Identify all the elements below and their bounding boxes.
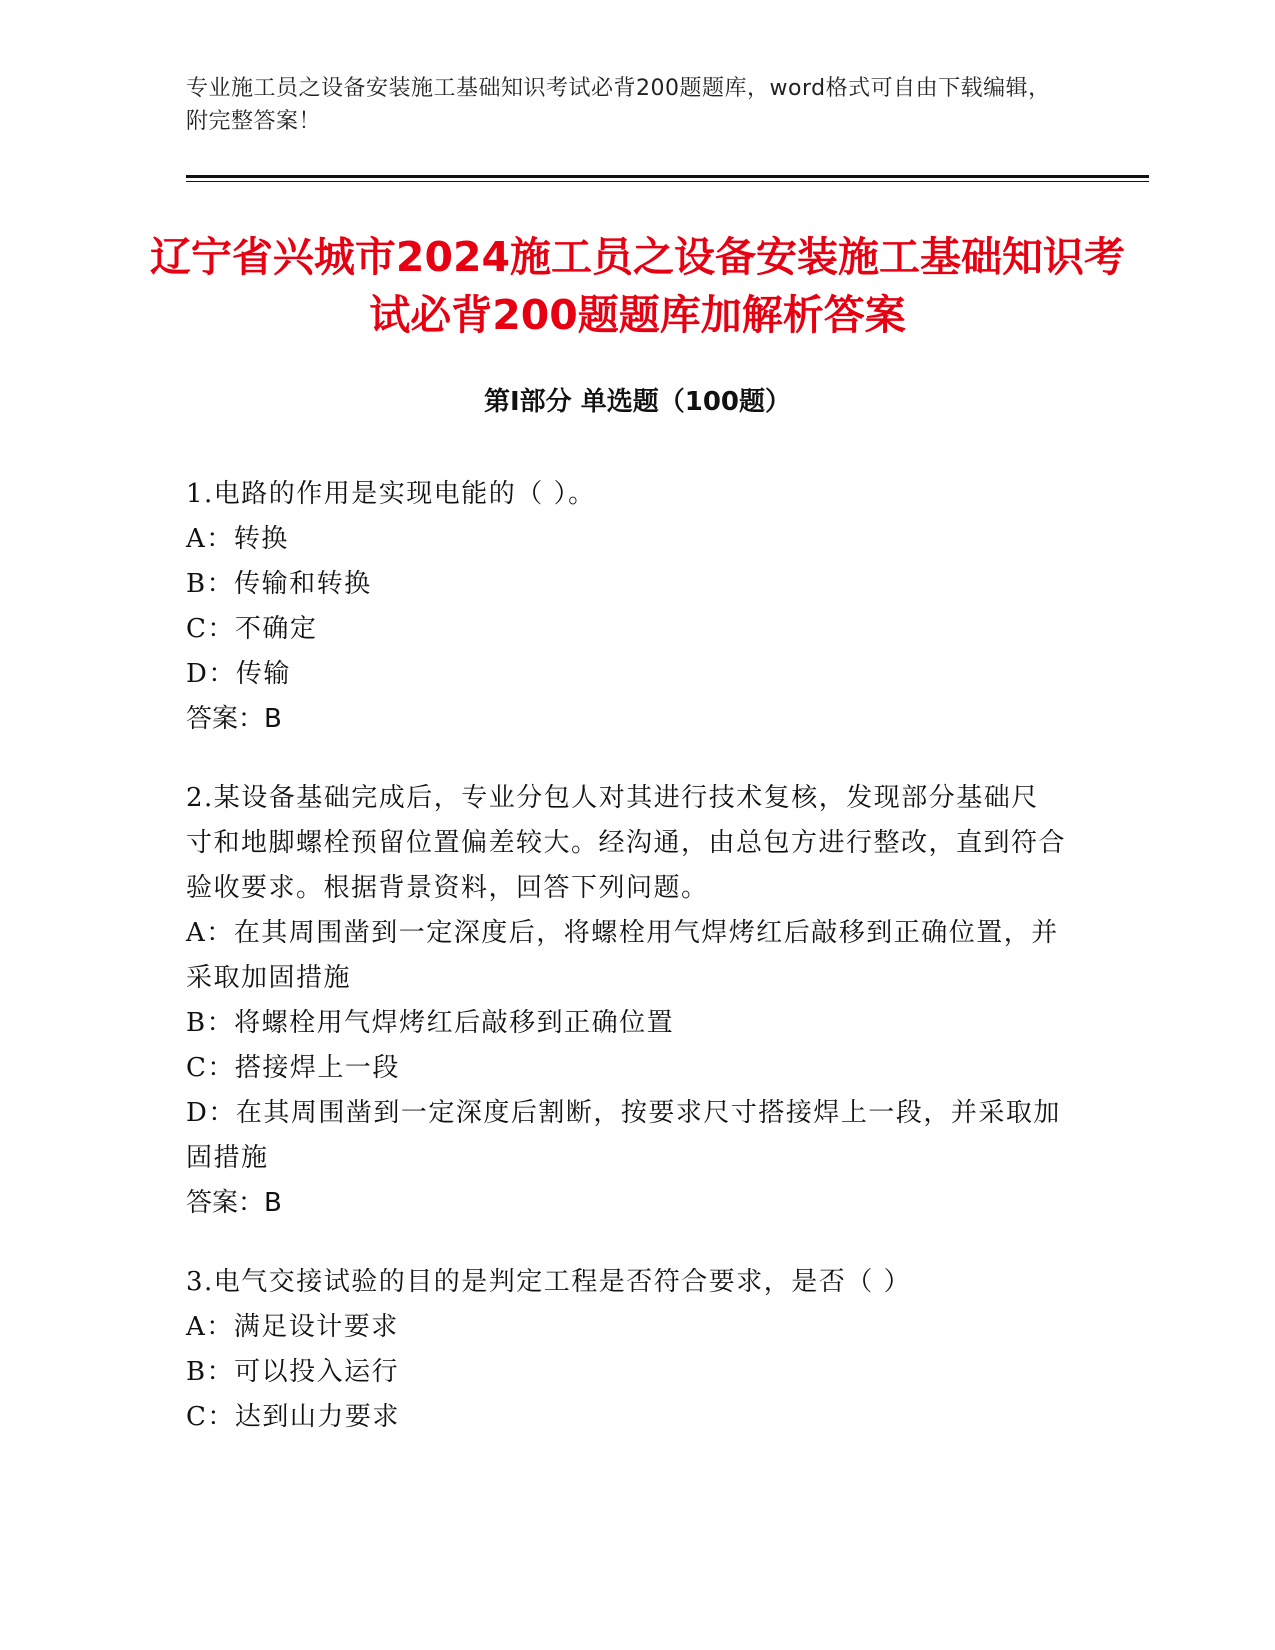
question-list: [186, 472, 1066, 1474]
option-c: C：搭接焊上一段: [186, 1053, 400, 1083]
question-2: [186, 776, 1066, 1226]
option-d: D：传输: [186, 659, 291, 689]
question-text: 2.某设备基础完成后，专业分包人对其进行技术复核，发现部分基础尺寸和地脚螺栓预留位置偏差较大。经沟通，由总包方进行整改，直到符合验收要求。根据背景资料，回答下列问题。: [186, 783, 1067, 903]
question-text: 1.电路的作用是实现电能的（ ）。: [186, 479, 596, 509]
question-3: [186, 1260, 1066, 1440]
option-c: C：不确定: [186, 614, 318, 644]
question-text: 3.电气交接试验的目的是判定工程是否符合要求，是否（ ）: [186, 1267, 912, 1297]
option-a: A：在其周围凿到一定深度后，将螺栓用气焊烤红后敲移到正确位置，并采取加固措施: [186, 918, 1059, 993]
section-title: 第I部分 单选题（100题）: [484, 387, 791, 417]
document-title: 辽宁省兴城市2024施工员之设备安装施工基础知识考试必背200题题库加解析答案: [149, 233, 1126, 339]
header-rule-thick: [186, 175, 1149, 178]
option-d: D：在其周围凿到一定深度后割断，按要求尺寸搭接焊上一段，并采取加固措施: [186, 1098, 1061, 1173]
answer: 答案：B: [186, 704, 282, 734]
header-rule-thin: [186, 181, 1149, 182]
option-b: B：传输和转换: [186, 569, 372, 599]
answer: 答案：B: [186, 1188, 282, 1218]
option-a: A：转换: [186, 524, 289, 554]
header-note: 专业施工员之设备安装施工基础知识考试必背200题题库，word格式可自由下载编辑，附完整答案！: [186, 76, 1051, 134]
question-1: [186, 472, 1066, 742]
option-b: B：可以投入运行: [186, 1357, 400, 1387]
option-a: A：满足设计要求: [186, 1312, 399, 1342]
option-b: B：将螺栓用气焊烤红后敲移到正确位置: [186, 1008, 675, 1038]
option-c: C：达到山力要求: [186, 1402, 400, 1432]
